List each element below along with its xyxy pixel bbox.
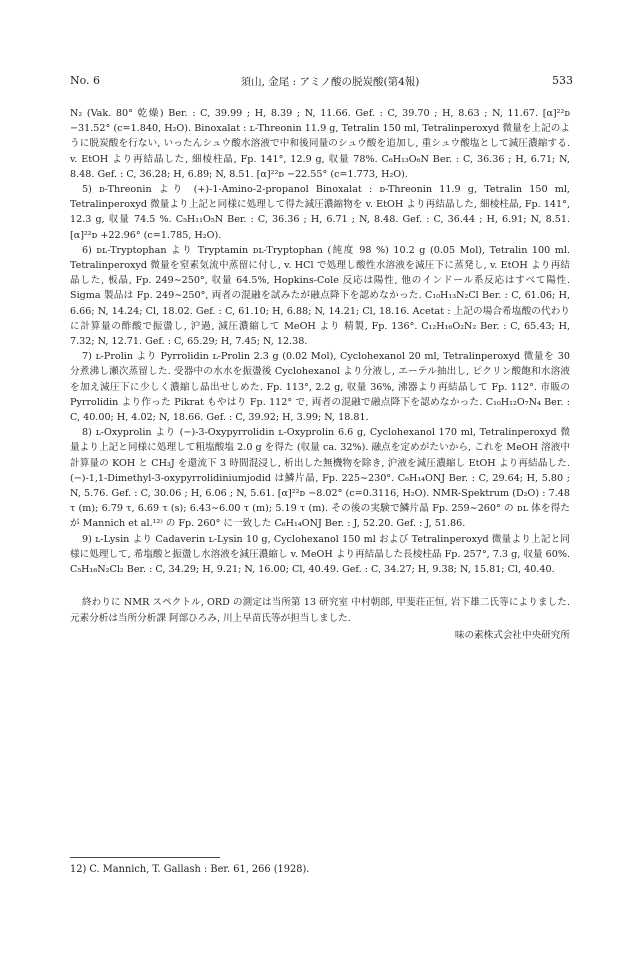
footnote: 12) C. Mannich, T. Gallash : Ber. 61, 266 (1928). <box>70 864 310 875</box>
footnote-divider <box>70 857 220 858</box>
page-header <box>70 74 573 94</box>
affiliation: 味の素株式会社中央研究所 <box>454 629 570 641</box>
paragraph-tryptophan: 6) ᴅʟ-Tryptophan より Tryptamin ᴅʟ-Tryptophan (純度 98 %) 10.2 g (0.05 Mol), Tetralin 100 ml. Tetralinperoxyd 微量を窒素気流中蒸留に付し, v. HCl で処理し酸性水溶液を減圧下に蒸発し, v. EtOH より再結晶した, 板晶, Fp. 249∼250°, 収量 64.5%, Hopkins-Cole 反応は陽性, 他のインドール系反応はすべて陽性. Sigma 製品は Fp. 249∼250°, 両者の混融を試みたが融点降下を認めなかった. C₁₀H₁₃N₂Cl Ber. : C, 61.06; H, 6.66; N, 14.24; Cl, 18.02. Gef. : C, 61.10; H, 6.88; N, 14.21; Cl, 18.16. Acetat : 上記の場合希塩酸の代わりに計算量の酢酸で振盪し, 沪過, 減圧濃縮して MeOH より 精製, Fp. 136°. C₁₂H₁₆O₂N₂ Ber. : C, 65.43; H, 7.32; N, 12.71. Gef. : C, 65.29; H, 7.45; N, 12.38. <box>70 244 570 348</box>
issue-number: No. 6 <box>70 74 101 87</box>
acknowledgement: 終わりに NMR スペクトル, ORD の測定は当所第 13 研究室 中村朝郎, 甲斐荘正恒, 岩下雄二氏等によりました. 元素分析は当所分析課 阿部ひろみ, 川上早苗氏等が担当しました. <box>70 597 570 624</box>
paragraph-d-threonin: 5) ᴅ-Threonin より (+)-1-Amino-2-propanol Binoxalat : ᴅ-Threonin 11.9 g, Tetralin 150 ml, Tetralinperoxyd 微量より上記と同様に処理して得た減圧濃縮物を v. EtOH より再結晶した, 細棱柱晶, Fp. 141°, 12.3 g, 収量 74.5 %. C₅H₁₁O₅N Ber. : C, 36.36 ; H, 6.71 ; N, 8.48. Gef. : C, 36.44 ; H, 6.91; N, 8.51. [α]²²ᴅ +22.96° (c=1.785, H₂O). <box>70 184 570 241</box>
running-title: 須山, 金尾 : アミノ酸の脱炭酸(第4報) <box>240 76 420 88</box>
article-body <box>70 106 570 643</box>
page-number: 533 <box>552 74 573 87</box>
paragraph-oxyprolin: 8) ʟ-Oxyprolin より (−)-3-Oxypyrrolidin ʟ-Oxyprolin 6.6 g, Cyclohexanol 170 ml, Tetralinperoxyd 微量より上記と同様に処理して粗塩酸塩 2.0 g を得た (収量 ca. 32%). 融点を定めがたいから, これを MeOH 溶液中計算量の KOH と CH₃J を還流下 3 時間混浸し, 析出した無機物を除き, 沪液を減圧濃縮し EtOH より再結晶した. (−)-1,1-Dimethyl-3-oxypyrrolidiniumjodid は鱗片晶, Fp. 225∼230°. C₆H₁₄ONJ Ber. : C, 29.64; H, 5.80 ; N, 5.76. Gef. : C, 30.06 ; H, 6.06 ; N, 5.61. [α]²²ᴅ −8.02° (c=0.3116, H₂O). NMR-Spektrum (D₂O) : 7.48 τ (m); 6.79 τ, 6.69 τ (s); 6.43∼6.00 τ (m); 5.19 τ (m). その後の実験で鱗片晶 Fp. 259∼260° の ᴅʟ 体を得たが Mannich et al.¹²⁾ の Fp. 260° に一致した C₆H₁₄ONJ Ber. : J, 52.20. Gef. : J, 51.86. <box>70 427 570 530</box>
paragraph-binoxalat: N₂ (Vak. 80° 乾燥) Ber. : C, 39.99 ; H, 8.39 ; N, 11.66. Gef. : C, 39.70 ; H, 8.63 ; N, 11.67. [α]²²ᴅ −31.52° (c=1.840, H₂O). Binoxalat : ʟ-Threonin 11.9 g, Tetralin 150 ml, Tetralinperoxyd 微量を上記のように脱炭酸を行ない, いったんシュウ酸水溶液で中和後同量のシュウ酸を追加し, 重シュウ酸塩として減圧濃縮する. v. EtOH より再結晶した, 細棱柱晶, Fp. 141°, 12.9 g, 収量 78%. C₆H₁₃O₆N Ber. : C, 36.36 ; H, 6.71; N, 8.48. Gef. : C, 36.28; H, 6.89; N, 8.51. [α]²²ᴅ −22.55° (c=1.773, H₂O). <box>70 108 570 180</box>
paragraph-prolin: 7) ʟ-Prolin より Pyrrolidin ʟ-Prolin 2.3 g (0.02 Mol), Cyclohexanol 20 ml, Tetralinperoxyd 微量を 30 分煮沸し瀬次蒸留した. 受器中の水水を振盪後 Cyclohexanol より分液し, エーテル抽出し, ピクリン酸飽和水溶液を加え減圧下に少しく濃縮し晶出せしめた. Fp. 113°, 2.2 g, 収量 36%, 沸器より再結晶して Fp. 112°. 市販の Pyrrolidin より作った Pikrat もやはり Fp. 112° で, 両者の混融で融点降下を認めなかった. C₁₀H₁₂O₇N₄ Ber. : C, 40.00; H, 4.02; N, 18.66. Gef. : C, 39.92; H, 3.99; N, 18.81. <box>70 351 570 424</box>
paragraph-lysin: 9) ʟ-Lysin より Cadaverin ʟ-Lysin 10 g, Cyclohexanol 150 ml および Tetralinperoxyd 微量より上記と同様に処理して, 希塩酸と振盪し水溶液を減圧濃縮し v. MeOH より再結晶した長棱柱晶 Fp. 257°, 7.3 g, 収量 60%. C₅H₁₆N₂Cl₂ Ber. : C, 34.29; H, 9.21; N, 16.00; Cl, 40.49. Gef. : C, 34.27; H, 9.38; N, 15.81; Cl, 40.40. <box>70 533 570 576</box>
